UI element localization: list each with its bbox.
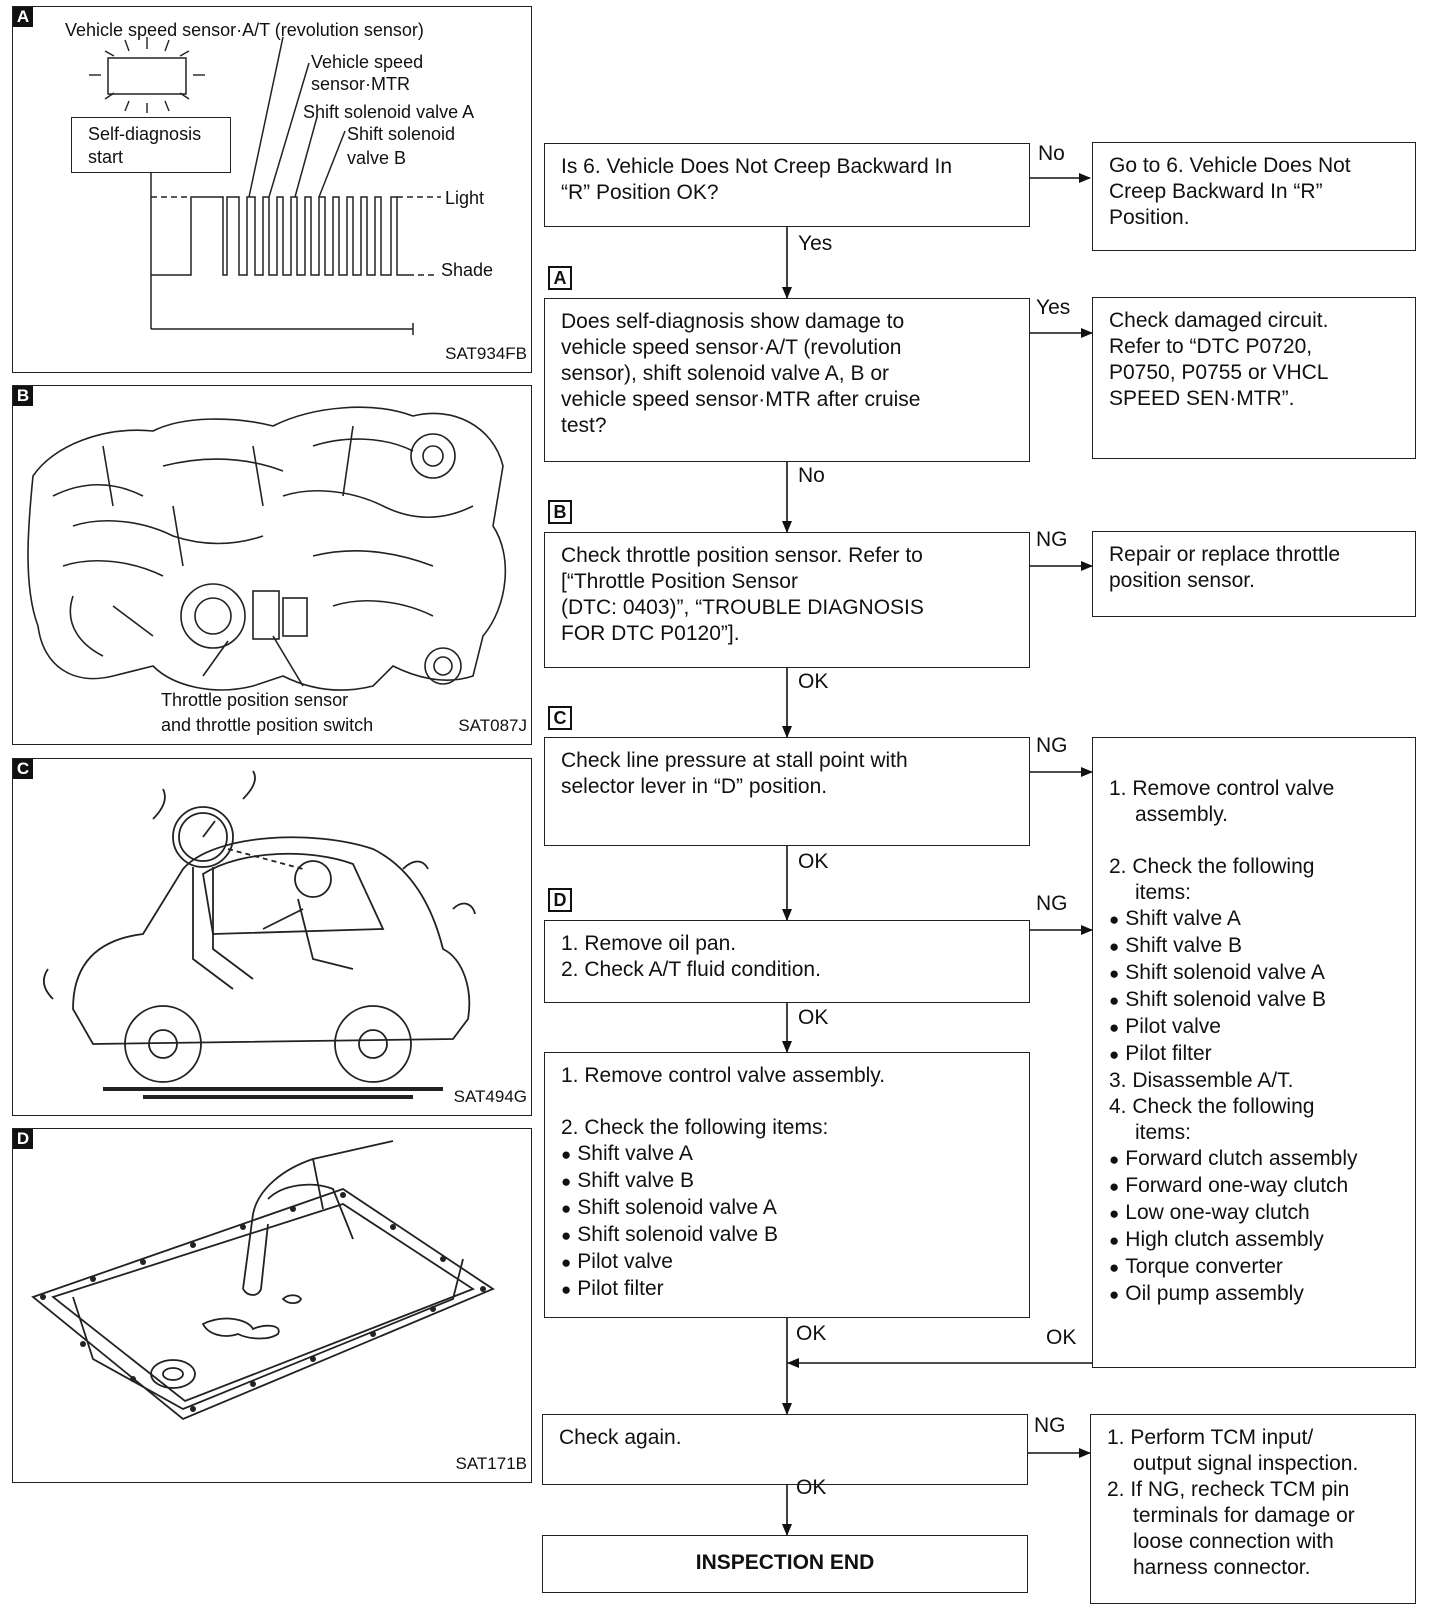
box3-line-3: (DTC: 0403)”, “TROUBLE DIAGNOSIS: [561, 596, 924, 619]
panel-a-valve-b-label-1: Shift solenoid: [347, 124, 456, 144]
panel-b-letter: B: [13, 386, 33, 406]
box-check-damaged-circuit: [1092, 297, 1416, 459]
box6-item: ● Shift valve B: [561, 1168, 1013, 1195]
panel-c-code: SAT494G: [453, 1087, 527, 1106]
panel-a-valve-b-label-2: valve B: [347, 148, 407, 168]
panel-a-code: SAT934FB: [445, 344, 527, 363]
panel-b-caption-2: and throttle position switch: [161, 715, 374, 735]
right-item: ● Shift solenoid valve A: [1109, 960, 1399, 987]
box1-no-line-1: Go to 6. Vehicle Does Not: [1109, 154, 1351, 177]
right-item: ● High clutch assembly: [1109, 1227, 1399, 1254]
right-item: ● Pilot valve: [1109, 1014, 1399, 1041]
label-ok-5: OK: [1046, 1326, 1077, 1349]
box-check-again: [542, 1414, 1028, 1485]
box2-line-4: vehicle speed sensor·MTR after cruise: [561, 388, 921, 411]
flow-tag-a: A: [548, 266, 572, 290]
right-step-4-line-1: 4. Check the following: [1109, 1095, 1315, 1118]
box-check-throttle-sensor: [544, 532, 1030, 668]
box6-item: ● Pilot valve: [561, 1249, 1013, 1276]
box6-step-1: 1. Remove control valve assembly.: [561, 1064, 886, 1087]
label-ng-2: NG: [1036, 734, 1068, 757]
label-yes-1: Yes: [798, 232, 833, 255]
label-ok-4: OK: [796, 1322, 827, 1345]
panel-a-mtr-label-2: sensor·MTR: [311, 74, 411, 94]
tcm-line-5: loose connection with: [1133, 1530, 1334, 1553]
label-ok-6: OK: [796, 1476, 827, 1499]
box-remove-control-valve: [544, 1052, 1030, 1318]
box6-item: ● Shift solenoid valve A: [561, 1195, 1013, 1222]
box-tcm-inspection: [1090, 1414, 1416, 1604]
label-ng-3: NG: [1036, 892, 1068, 915]
box-check-line-pressure: [544, 737, 1030, 846]
box5-line-1: 1. Remove oil pan.: [561, 932, 737, 955]
right-item: ● Shift valve A: [1109, 906, 1399, 933]
right-step-2-line-1: 2. Check the following: [1109, 855, 1315, 878]
box1-line-1: Is 6. Vehicle Does Not Creep Backward In: [561, 155, 953, 178]
box2-yes-line-3: P0750, P0755 or VHCL: [1109, 361, 1329, 384]
box6-item: ● Shift solenoid valve B: [561, 1222, 1013, 1249]
box4-line-1: Check line pressure at stall point with: [561, 749, 908, 772]
box7-text: Check again.: [559, 1426, 682, 1449]
flow-tag-c: C: [548, 706, 572, 730]
right-items-list-1: [1109, 906, 1399, 1068]
tcm-line-2: output signal inspection.: [1133, 1452, 1359, 1475]
box3-line-2: [“Throttle Position Sensor: [561, 570, 798, 593]
box3-line-4: FOR DTC P0120”].: [561, 622, 740, 645]
right-item: ● Forward clutch assembly: [1109, 1146, 1399, 1173]
panel-a-letter: A: [13, 7, 33, 27]
box3-ng-line-2: position sensor.: [1109, 569, 1255, 592]
box6-item: ● Pilot filter: [561, 1276, 1013, 1303]
panel-a-valve-a-label: Shift solenoid valve A: [303, 102, 475, 122]
box-self-diagnosis-question: [544, 298, 1030, 462]
label-ok-2: OK: [798, 850, 829, 873]
box-go-to-creep-backward: [1092, 142, 1416, 251]
panel-b-code: SAT087J: [458, 716, 527, 735]
right-item: ● Pilot filter: [1109, 1041, 1399, 1068]
right-step-2-line-2: items:: [1135, 881, 1192, 904]
box1-no-line-2: Creep Backward In “R”: [1109, 180, 1323, 203]
right-step-1-line-2: assembly.: [1135, 803, 1228, 826]
right-item: ● Forward one-way clutch: [1109, 1173, 1399, 1200]
panel-a-start-label-2: start: [88, 147, 124, 167]
flow-tag-b: B: [548, 500, 572, 524]
panel-a-shade-label: Shade: [441, 260, 494, 280]
tcm-line-4: terminals for damage or: [1133, 1504, 1355, 1527]
box2-yes-line-1: Check damaged circuit.: [1109, 309, 1329, 332]
right-items-list-2: [1109, 1146, 1399, 1308]
tcm-line-1: 1. Perform TCM input/: [1107, 1426, 1314, 1449]
panel-a-title: Vehicle speed sensor·A/T (revolution sensor): [65, 20, 424, 40]
label-ok-1: OK: [798, 670, 829, 693]
box2-line-2: vehicle speed sensor·A/T (revolution: [561, 336, 902, 359]
label-ng-1: NG: [1036, 528, 1068, 551]
right-item: ● Torque converter: [1109, 1254, 1399, 1281]
panel-a-light-label: Light: [445, 188, 485, 208]
flow-tag-d: D: [548, 888, 572, 912]
box-repair-throttle-sensor: [1092, 531, 1416, 617]
box6-item-list: [561, 1141, 1013, 1303]
right-item: ● Low one-way clutch: [1109, 1200, 1399, 1227]
right-item: ● Shift solenoid valve B: [1109, 987, 1399, 1014]
inspection-end-text: INSPECTION END: [695, 1551, 875, 1574]
box4-line-2: selector lever in “D” position.: [561, 775, 828, 798]
panel-b-caption-1: Throttle position sensor: [161, 690, 349, 710]
label-yes-2: Yes: [1036, 296, 1071, 319]
right-item: ● Oil pump assembly: [1109, 1281, 1399, 1308]
box1-no-line-3: Position.: [1109, 206, 1190, 229]
box2-yes-line-2: Refer to “DTC P0720,: [1109, 335, 1313, 358]
box6-item: ● Shift valve A: [561, 1141, 1013, 1168]
box1-line-2: “R” Position OK?: [561, 181, 719, 204]
box-creep-backward-check: [544, 143, 1030, 227]
box2-yes-line-4: SPEED SEN·MTR”.: [1109, 387, 1295, 410]
box6-step-2: 2. Check the following items:: [561, 1116, 829, 1139]
box2-line-1: Does self-diagnosis show damage to: [561, 310, 905, 333]
label-ok-3: OK: [798, 1006, 829, 1029]
box-inspection-end: [542, 1535, 1028, 1593]
box-disassemble-at: [1092, 737, 1416, 1368]
tcm-line-3: 2. If NG, recheck TCM pin: [1107, 1478, 1350, 1501]
box2-line-5: test?: [561, 414, 607, 437]
panel-c-letter: C: [13, 759, 33, 779]
right-step-3: 3. Disassemble A/T.: [1109, 1069, 1294, 1092]
label-no-2: No: [798, 464, 825, 487]
panel-d-letter: D: [13, 1129, 33, 1149]
label-no-1: No: [1038, 142, 1065, 165]
box3-line-1: Check throttle position sensor. Refer to: [561, 544, 923, 567]
panel-a-start-label-1: Self-diagnosis: [88, 124, 202, 144]
panel-d-code: SAT171B: [455, 1454, 527, 1473]
box3-ng-line-1: Repair or replace throttle: [1109, 543, 1341, 566]
tcm-line-6: harness connector.: [1133, 1556, 1311, 1579]
box-remove-oil-pan: [544, 920, 1030, 1003]
panel-a-mtr-label-1: Vehicle speed: [311, 52, 424, 72]
right-step-1-line-1: 1. Remove control valve: [1109, 777, 1335, 800]
label-ng-4: NG: [1034, 1414, 1066, 1437]
box5-line-2: 2. Check A/T fluid condition.: [561, 958, 821, 981]
right-item: ● Shift valve B: [1109, 933, 1399, 960]
box2-line-3: sensor), shift solenoid valve A, B or: [561, 362, 889, 385]
right-step-4-line-2: items:: [1135, 1121, 1192, 1144]
